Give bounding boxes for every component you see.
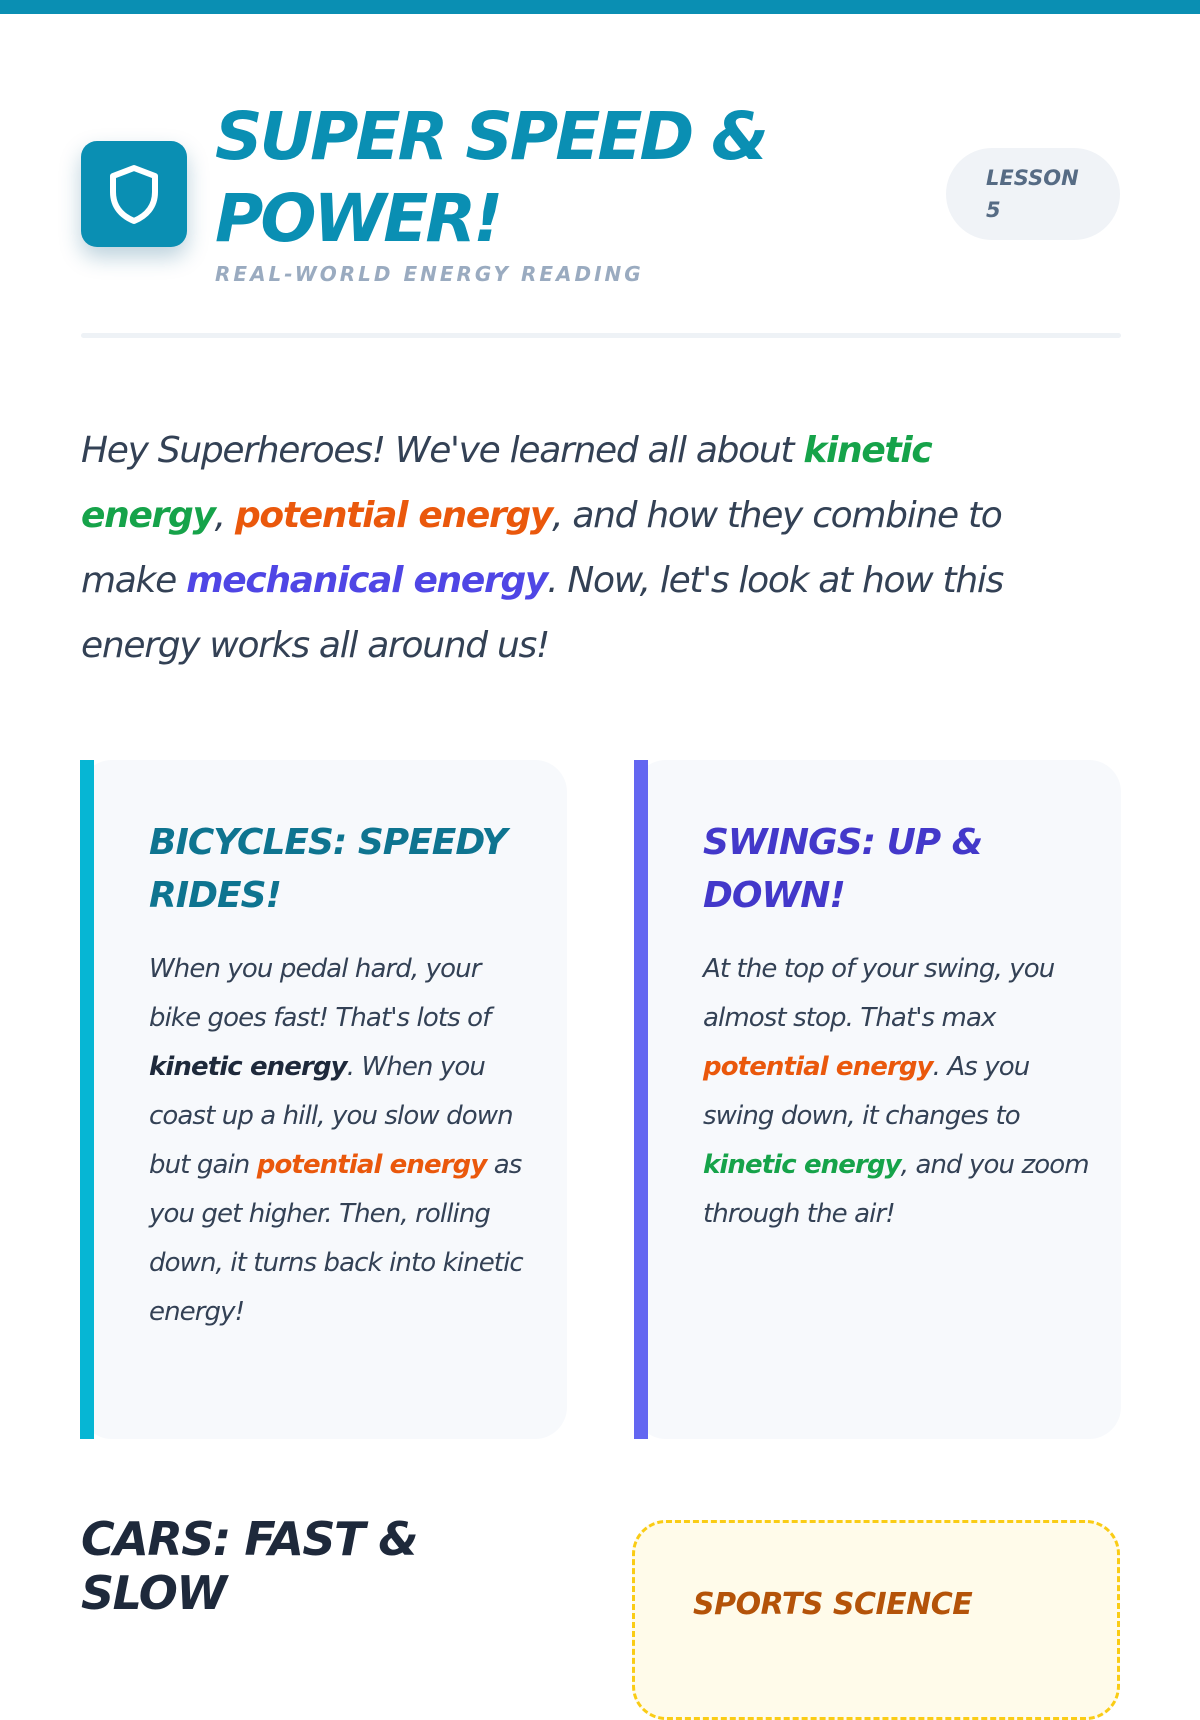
lesson-badge <box>946 148 1120 240</box>
swings-card <box>634 760 1121 1439</box>
bicycles-term-potential: potential energy <box>256 1150 487 1180</box>
intro-text-2: , <box>214 495 235 536</box>
intro-paragraph <box>81 418 1081 678</box>
lesson-label: LESSON <box>986 166 1079 190</box>
bicycles-card <box>80 760 567 1439</box>
bicycles-text-1: When you pedal hard, your bike goes fast! That's lots of <box>149 954 491 1033</box>
swings-card-body <box>703 945 1093 1239</box>
intro-text-1: Hey Superheroes! We've learned all about <box>81 430 804 471</box>
bicycles-term-kinetic: kinetic energy <box>149 1052 347 1082</box>
sports-science-box <box>632 1520 1120 1720</box>
top-accent-bar <box>0 0 1200 14</box>
bicycles-card-title: BICYCLES: SPEEDY RIDES! <box>149 822 507 916</box>
swings-text-1: At the top of your swing, you almost stop. That's max <box>703 954 1055 1033</box>
swings-text-3: , and you zoom through the air! <box>703 1150 1089 1229</box>
lesson-number: 5 <box>986 198 1001 222</box>
intro-text-4: . Now, let's look at how this energy works all around us! <box>81 560 1004 666</box>
term-mechanical-energy: mechanical energy <box>186 560 548 601</box>
page-subtitle: REAL-WORLD ENERGY READING <box>215 262 644 286</box>
swings-term-potential: potential energy <box>703 1052 933 1082</box>
card-accent-stripe <box>634 760 648 1439</box>
bicycles-text-3: as you get higher. Then, rolling down, it turns back into kinetic energy! <box>149 1150 523 1327</box>
swings-term-kinetic: kinetic energy <box>703 1150 901 1180</box>
swings-text-2: . As you swing down, it changes to <box>703 1052 1030 1131</box>
header-divider <box>81 333 1121 338</box>
shield-badge <box>81 141 187 247</box>
sports-science-title: SPORTS SCIENCE <box>693 1587 973 1622</box>
swings-card-title: SWINGS: UP & DOWN! <box>703 822 983 916</box>
cars-section-title: CARS: FAST & SLOW <box>81 1512 418 1620</box>
page-title: SUPER SPEED & POWER! <box>215 98 766 257</box>
card-accent-stripe <box>80 760 94 1439</box>
bicycles-text-2: . When you coast up a hill, you slow down but gain <box>149 1052 513 1180</box>
shield-icon <box>106 163 162 225</box>
bicycles-card-body <box>149 945 539 1337</box>
term-potential-energy: potential energy <box>234 495 553 536</box>
term-kinetic-energy: kinetic energy <box>81 430 932 536</box>
intro-text-3: , and how they combine to make <box>81 495 1002 601</box>
